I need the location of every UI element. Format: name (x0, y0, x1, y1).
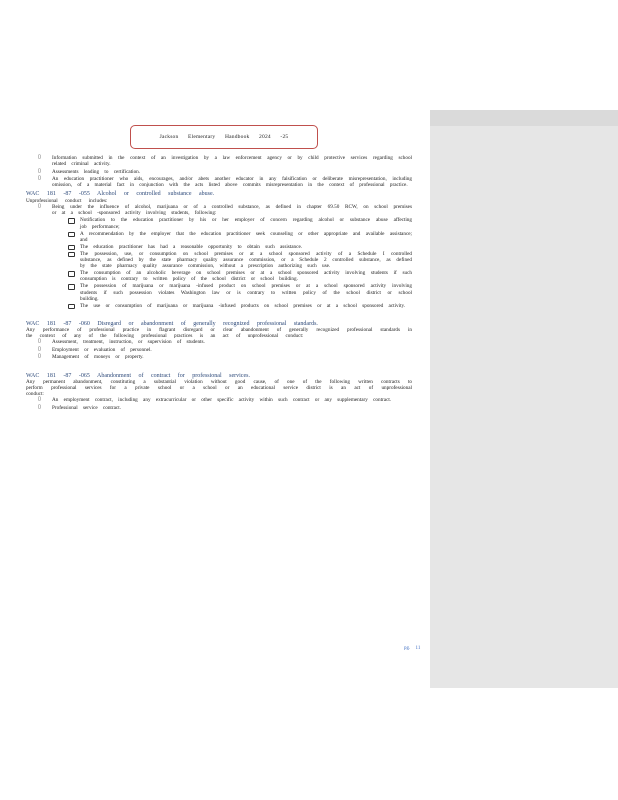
sub-list-item: The consumption of an alcoholic beverage on school premises or at a school sponsored activity involving students if such consumption is contrary to written policy of the school district or school building. (26, 270, 412, 282)
sub-list-item: The education practitioner has had a reasonable opportunity to obtain such assistance. (26, 244, 412, 250)
header-title: Jackson Elementary Handbook 2024 -25 (159, 134, 289, 140)
handbook-header (130, 125, 318, 149)
checkbox-bullet-icon (68, 218, 75, 224)
checkbox-bullet-icon (68, 304, 75, 310)
bullet-icon: ▯ (38, 404, 41, 410)
list-item: ▯ Professional service contract. (38, 404, 121, 411)
list-item: ▯ Management of moneys or property. (38, 354, 144, 361)
list-item: ▯ Information submitted in the context of an investigation by a law enforcement agency or by child protective services regarding school related criminal activity. (38, 155, 412, 168)
list-item: ▯ An education practitioner who aids, encourages, and/or abets another educator in any falsification or deliberate misrepresentation, including omission, of a material fact in conjunction with the acts listed above commits misrepresentation in the context of professional practice. (38, 175, 412, 189)
section-intro: Any permanent abandonment, constituting a substantial violation without good cause, of one of the following written contracts to perform professional services for a private school or a school or an educational service district is an act of unprofessional conduct: (26, 378, 412, 398)
bullet-icon: ▯ (38, 339, 41, 345)
list-item: ▯ An employment contract, including any extracurricular or other specific activity within such contract or any supplementary contract. (38, 397, 392, 404)
bullet-icon: ▯ (38, 203, 41, 209)
sub-list-item: The use or consumption of marijuana or marijuana -infused products on school premises or at a school sponsored activity. (26, 303, 412, 309)
document-body (26, 155, 412, 412)
checkbox-bullet-icon (68, 284, 75, 290)
comment-balloon[interactable] (430, 110, 618, 688)
section-heading: WAC 181 -87 -065 Abandonment of contract for professional services. (26, 372, 250, 379)
bullet-icon: ▯ (38, 354, 41, 360)
bullet-icon: ▯ (38, 168, 41, 174)
checkbox-bullet-icon (68, 252, 75, 258)
list-item: ▯ Employment or evaluation of personnel. (38, 346, 152, 353)
sub-list-item: The possession, use, or consumption on school premises or at a school sponsored activity of a Schedule I controlled substance, as defined by the state pharmacy quality assurance commission, or a Schedule 2 controlled substance, as defined by the state pharmacy quality assurance commission, without a prescription authorizing such use. (26, 251, 412, 270)
section-intro: Any performance of professional practice in flagrant disregard or clear abandonment of generally recognized professional standards in the context of any of the following professional practices is an act of unprofessional conduct: (26, 327, 412, 340)
bullet-icon: ▯ (38, 346, 41, 352)
sub-list-item: The possession of marijuana or marijuana -infused product on school premises or at a school sponsored activity involving students if such possession violates Washington law or is contrary to written policy of the school district or school building. (26, 283, 412, 302)
bullet-icon: ▯ (38, 155, 41, 160)
checkbox-bullet-icon (68, 232, 75, 238)
section-intro: Unprofessional conduct includes: (26, 197, 108, 204)
list-item: ▯ Assessment, treatment, instruction, or supervision of students. (38, 339, 205, 346)
list-item: ▯ Assessments leading to certification. (38, 168, 141, 175)
checkbox-bullet-icon (68, 245, 75, 251)
comment-header (430, 110, 618, 126)
sub-list-item: A recommendation by the employer that the education practitioner seek counseling or other appropriate and available assistance; and (26, 231, 412, 243)
section-heading: WAC 181 -87 -060 Disregard or abandonment of generally recognized professional standards. (26, 320, 318, 327)
bullet-icon: ▯ (38, 175, 41, 181)
bullet-icon: ▯ (38, 397, 41, 403)
section-heading: WAC 181 -87 -055 Alcohol or controlled substance abuse. (26, 191, 215, 198)
list-item: ▯ Being under the influence of alcohol, marijuana or of a controlled substance, as defined in chapter 69.50 RCW, on school premises or at a school -sponsored activity involving students, following: (38, 203, 412, 216)
checkbox-bullet-icon (68, 271, 75, 277)
page-number: pg. 11 (404, 646, 421, 651)
sub-list-item: Notification to the education practitioner by his or her employer of concern regarding alcohol or substance abuse affecting job performance; (26, 217, 412, 229)
